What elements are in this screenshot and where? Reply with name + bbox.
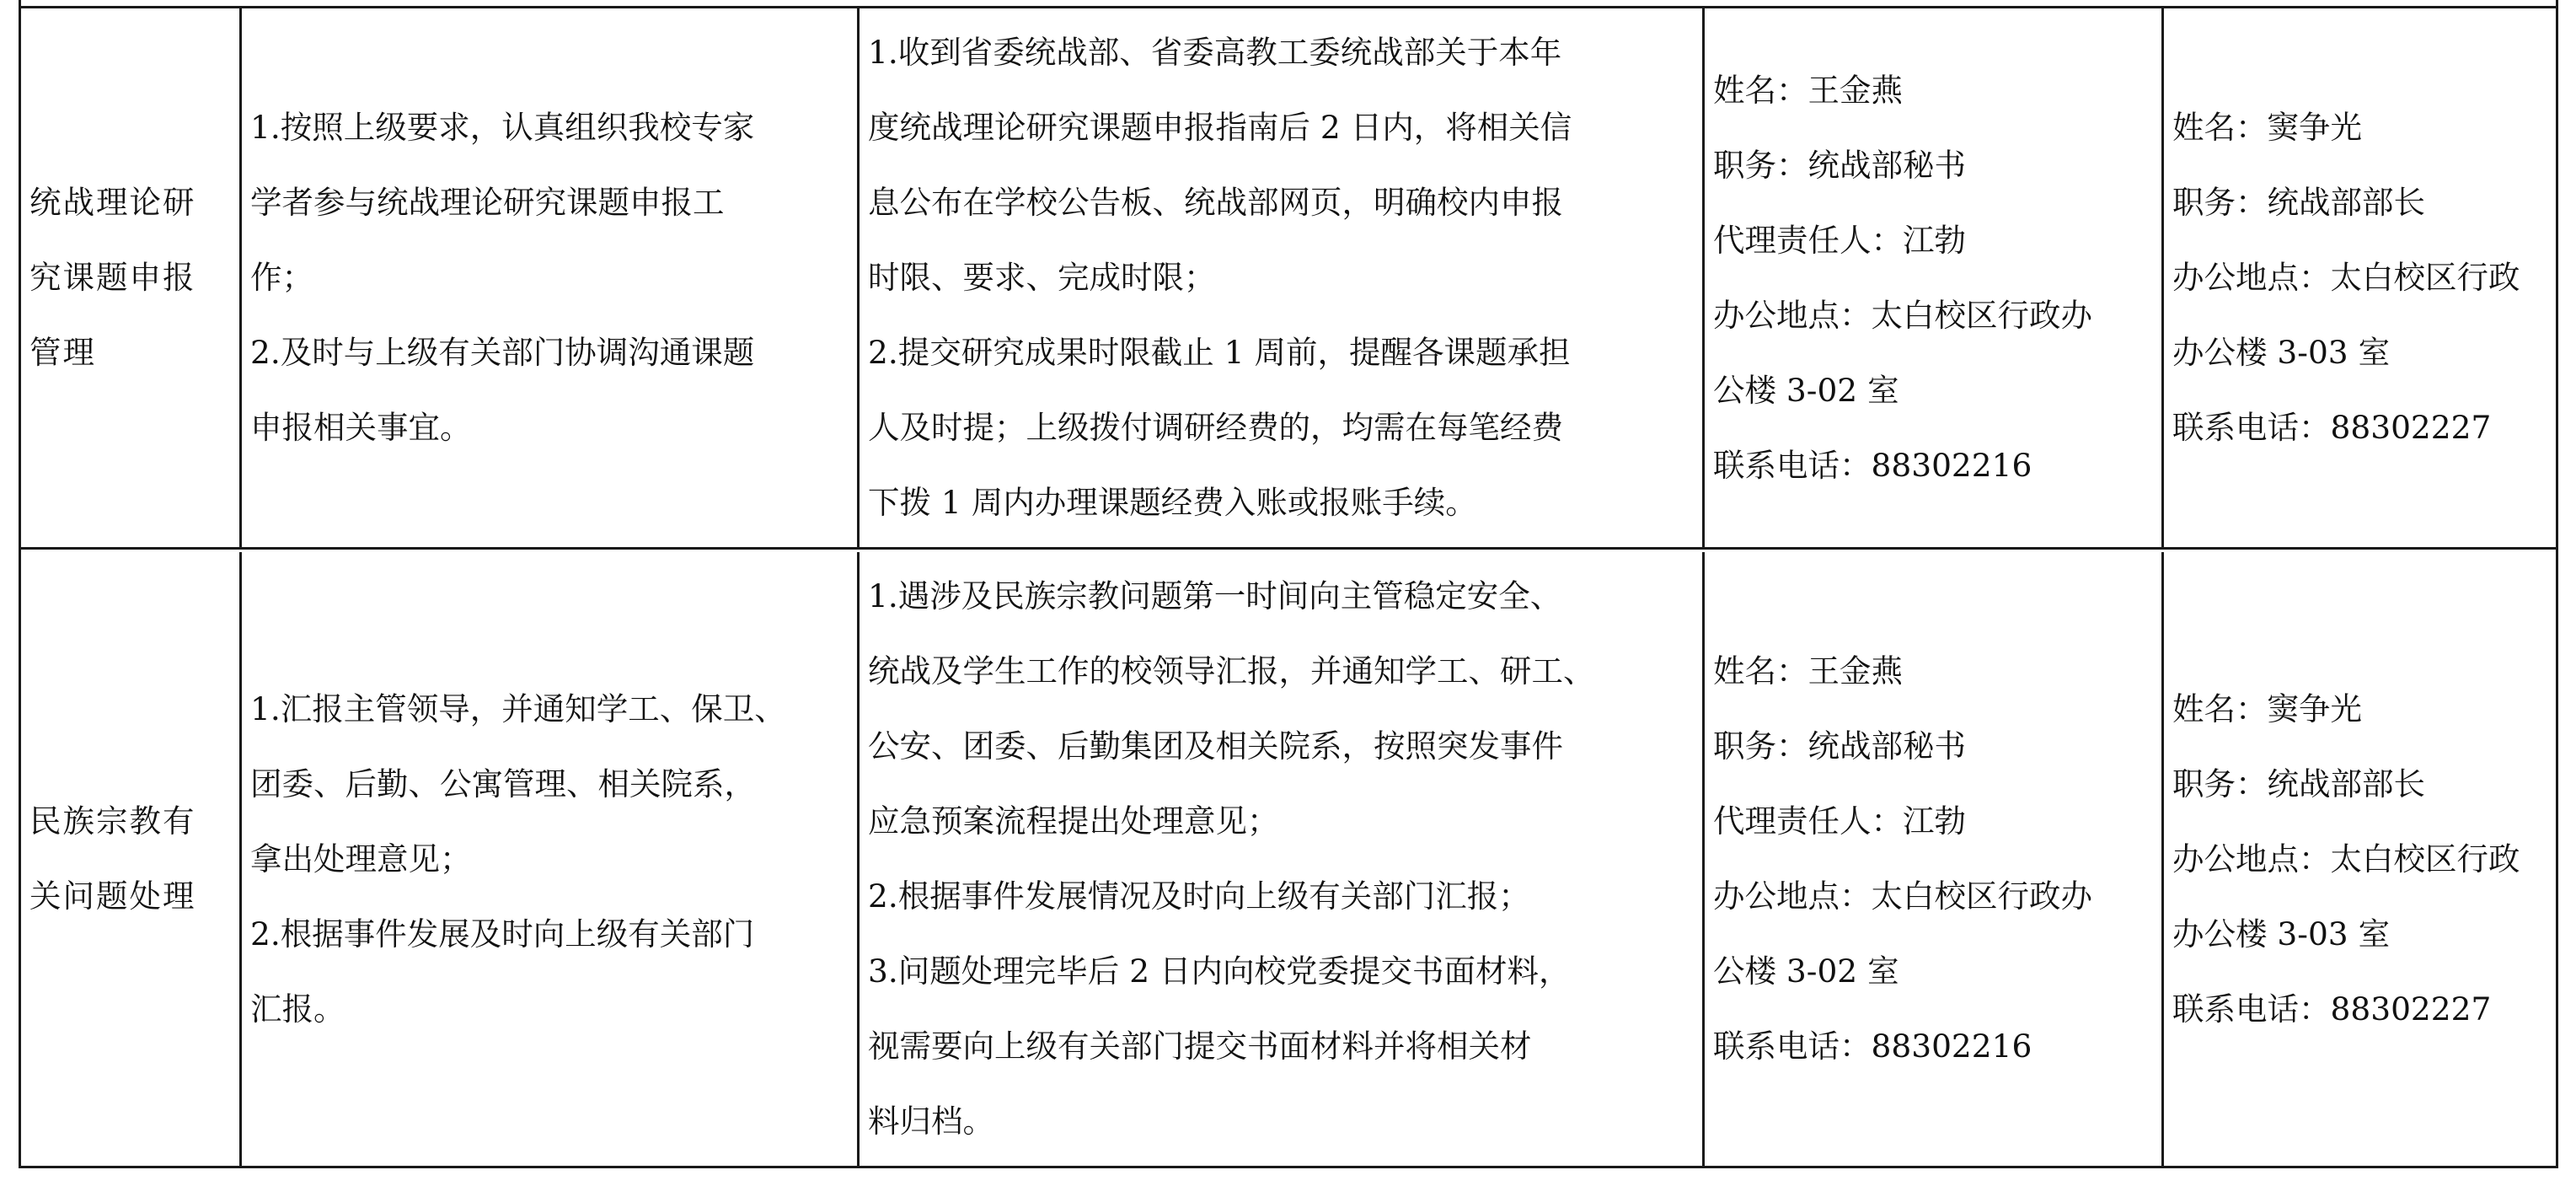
- measures-cell: [242, 8, 860, 547]
- supervisor-text: 办公地点：太白校区行政: [2172, 840, 2520, 877]
- item-text: 关问题处理: [29, 877, 196, 915]
- measures-text: 作；: [250, 259, 313, 296]
- responsible-cell: [1705, 552, 2164, 1166]
- requirements-text: 度统战理论研究课题申报指南后 2 日内，将相关信: [868, 109, 1572, 146]
- supervisor-text: 办公楼 3-03 室: [2172, 334, 2391, 371]
- requirements-cell: [860, 8, 1705, 547]
- requirements-text: 应急预案流程提出处理意见；: [868, 802, 1279, 840]
- measures-text: 1.汇报主管领导，并通知学工、保卫、: [250, 690, 786, 727]
- measures-text: 2.根据事件发展及时向上级有关部门: [250, 915, 755, 953]
- requirements-text: 人及时提；上级拨付调研经费的，均需在每笔经费: [868, 409, 1563, 446]
- responsible-text: 公楼 3-02 室: [1713, 371, 1899, 409]
- requirements-text: 公安、团委、后勤集团及相关院系，按照突发事件: [868, 727, 1563, 765]
- previous-row-remnant: [21, 0, 2556, 8]
- table-row: [21, 8, 2556, 550]
- item-text: 民族宗教有: [29, 802, 196, 840]
- supervisor-text: 联系电话：88302227: [2172, 409, 2492, 446]
- supervisor-cell: [2164, 8, 2556, 547]
- item-cell: [21, 8, 242, 547]
- responsible-text: 办公地点：太白校区行政办: [1713, 877, 2092, 915]
- supervisor-text: 姓名：窦争光: [2172, 690, 2362, 727]
- measures-text: 1.按照上级要求，认真组织我校专家: [250, 109, 755, 146]
- table-row: [21, 552, 2556, 1166]
- measures-text: 汇报。: [250, 990, 345, 1028]
- measures-text: 2.及时与上级有关部门协调沟通课题: [250, 334, 755, 371]
- requirements-text: 视需要向上级有关部门提交书面材料并将相关材: [868, 1028, 1532, 1065]
- requirements-text: 2.根据事件发展情况及时向上级有关部门汇报；: [868, 877, 1530, 915]
- requirements-text: 1.遇涉及民族宗教问题第一时间向主管稳定安全、: [868, 577, 1562, 614]
- responsible-text: 职务：统战部秘书: [1713, 727, 1966, 765]
- responsible-cell: [1705, 8, 2164, 547]
- supervisor-cell: [2164, 552, 2556, 1166]
- responsible-text: 代理责任人：江勃: [1713, 802, 1966, 840]
- responsible-text: 联系电话：88302216: [1713, 1028, 2032, 1065]
- requirements-text: 下拨 1 周内办理课题经费入账或报账手续。: [868, 484, 1477, 521]
- measures-text: 申报相关事宜。: [250, 409, 472, 446]
- duty-table: [19, 0, 2558, 1168]
- item-text: 究课题申报: [29, 259, 196, 296]
- supervisor-text: 职务：统战部部长: [2172, 184, 2425, 221]
- responsible-text: 代理责任人：江勃: [1713, 221, 1966, 259]
- measures-cell: [242, 552, 860, 1166]
- supervisor-text: 办公地点：太白校区行政: [2172, 259, 2520, 296]
- responsible-text: 职务：统战部秘书: [1713, 146, 1966, 184]
- requirements-text: 统战及学生工作的校领导汇报，并通知学工、研工、: [868, 652, 1595, 690]
- requirements-text: 2.提交研究成果时限截止 1 周前，提醒各课题承担: [868, 334, 1571, 371]
- supervisor-text: 办公楼 3-03 室: [2172, 915, 2391, 953]
- requirements-text: 3.问题处理完毕后 2 日内向校党委提交书面材料，: [868, 953, 1571, 990]
- responsible-text: 办公地点：太白校区行政办: [1713, 296, 2092, 334]
- requirements-cell: [860, 552, 1705, 1166]
- requirements-text: 料归档。: [868, 1103, 994, 1140]
- responsible-text: 公楼 3-02 室: [1713, 953, 1899, 990]
- measures-text: 拿出处理意见；: [250, 840, 472, 877]
- supervisor-text: 姓名：窦争光: [2172, 109, 2362, 146]
- measures-text: 团委、后勤、公寓管理、相关院系，: [250, 765, 756, 802]
- item-cell: [21, 552, 242, 1166]
- responsible-text: 联系电话：88302216: [1713, 446, 2032, 484]
- responsible-text: 姓名：王金燕: [1713, 652, 1903, 690]
- item-text: 管理: [29, 334, 96, 371]
- requirements-text: 1.收到省委统战部、省委高教工委统战部关于本年: [868, 34, 1562, 71]
- responsible-text: 姓名：王金燕: [1713, 71, 1903, 109]
- item-text: 统战理论研: [29, 184, 196, 221]
- supervisor-text: 联系电话：88302227: [2172, 990, 2492, 1028]
- requirements-text: 息公布在学校公告板、统战部网页，明确校内申报: [868, 184, 1563, 221]
- measures-text: 学者参与统战理论研究课题申报工: [250, 184, 725, 221]
- requirements-text: 时限、要求、完成时限；: [868, 259, 1216, 296]
- supervisor-text: 职务：统战部部长: [2172, 765, 2425, 802]
